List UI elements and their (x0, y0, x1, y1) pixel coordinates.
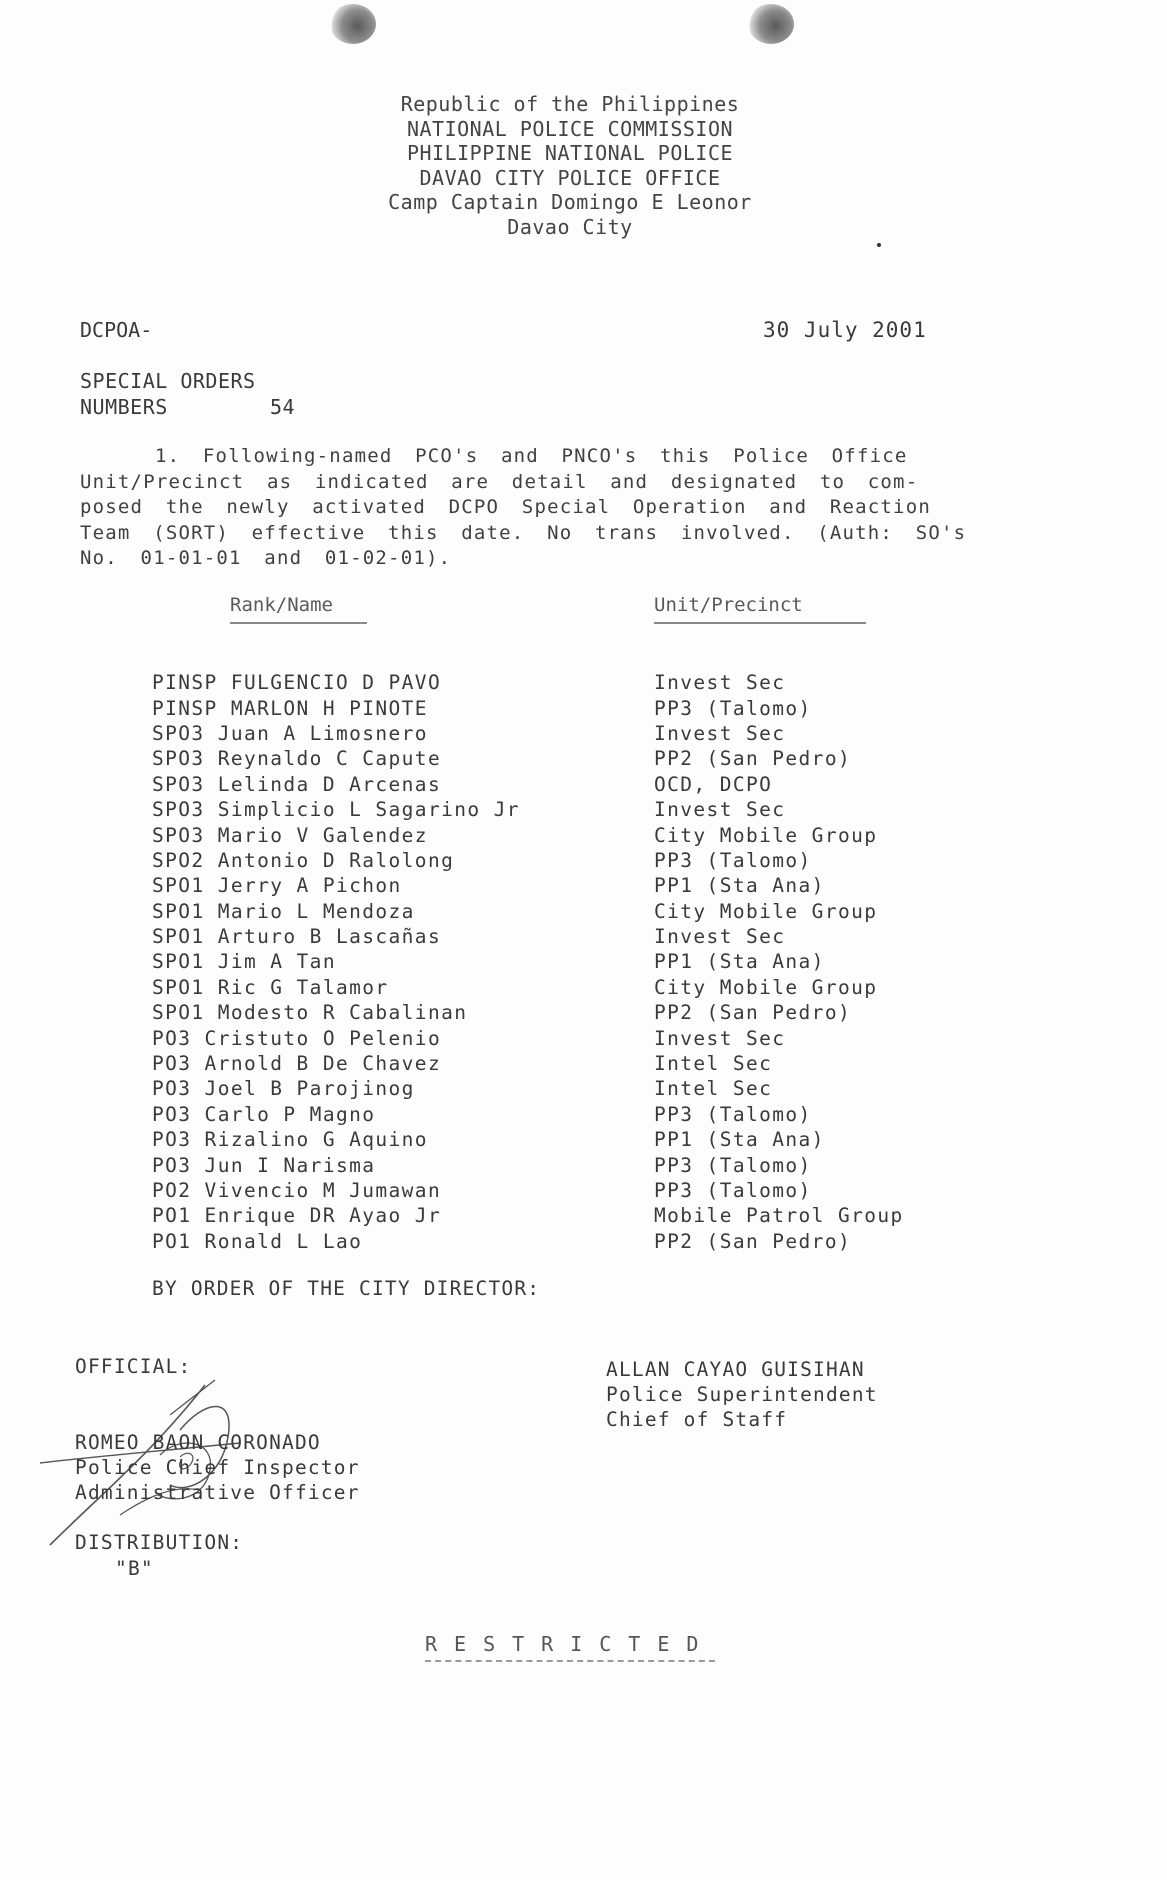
roster-name: PO1 Enrique DR Ayao Jr (152, 1204, 442, 1228)
paragraph-line: 1. Following-named PCO's and PNCO's this Police Office (155, 445, 908, 467)
roster-row (152, 1102, 982, 1127)
punch-hole-left (330, 4, 376, 44)
punch-hole-right (748, 4, 794, 44)
roster-unit: City Mobile Group (654, 899, 878, 923)
left-signatory-rank: Police Chief Inspector (75, 1456, 360, 1479)
roster-unit: PP1 (Sta Ana) (654, 874, 825, 898)
roster-row (152, 797, 982, 822)
roster-name: SPO1 Mario L Mendoza (152, 899, 415, 923)
stray-mark (877, 243, 881, 247)
letterhead-commission: NATIONAL POLICE COMMISSION (406, 116, 734, 141)
classification-marking: RESTRICTED (425, 1632, 715, 1662)
paragraph-line: Team (SORT) effective this date. No trans involved. (Auth: SO's (80, 521, 967, 544)
roster-unit: Invest Sec (654, 798, 786, 822)
roster-row (152, 1000, 982, 1025)
roster-name: SPO3 Reynaldo C Capute (152, 747, 442, 771)
roster-row (152, 1051, 982, 1076)
roster-unit: City Mobile Group (654, 823, 878, 847)
roster-name: PO3 Rizalino G Aquino (152, 1128, 428, 1152)
roster-unit: Invest Sec (654, 1026, 786, 1050)
roster-unit: Invest Sec (654, 671, 786, 695)
roster-name: SPO3 Simplicio L Sagarino Jr (152, 798, 520, 822)
roster-name: SPO1 Jim A Tan (152, 950, 336, 974)
roster-name: SPO1 Arturo B Lascañas (152, 925, 442, 949)
roster-row (152, 924, 982, 949)
left-signatory-title: Administrative Officer (75, 1481, 360, 1504)
roster-name: SPO2 Antonio D Ralolong (152, 848, 455, 872)
order-date: 30 July 2001 (763, 318, 927, 342)
column-header-rank-name: Rank/Name (230, 594, 367, 624)
roster-unit: PP3 (Talomo) (654, 1179, 812, 1202)
roster-row (152, 746, 982, 771)
roster-row (152, 772, 982, 797)
roster-unit: PP2 (San Pedro) (654, 1229, 852, 1253)
roster-name: SPO1 Ric G Talamor (152, 975, 389, 999)
roster-row (152, 1127, 982, 1152)
right-signatory-rank: Police Superintendent (606, 1383, 878, 1406)
roster-unit: PP2 (San Pedro) (654, 747, 852, 771)
distribution-code: "B" (115, 1557, 154, 1580)
personnel-roster (152, 670, 982, 1254)
roster-unit: PP3 (Talomo) (654, 696, 812, 720)
roster-row (152, 1076, 982, 1101)
column-header-unit-precinct: Unit/Precinct (654, 594, 866, 624)
roster-row (152, 1178, 982, 1203)
distribution-block (75, 1530, 243, 1582)
roster-unit: Invest Sec (654, 721, 786, 745)
paragraph-line: posed the newly activated DCPO Special Operation and Reaction (80, 496, 931, 518)
roster-unit: PP1 (Sta Ana) (654, 1128, 825, 1152)
numbers-label: NUMBERS (80, 395, 168, 419)
roster-row (152, 873, 982, 898)
roster-unit: PP3 (Talomo) (654, 1153, 812, 1177)
roster-name: SPO1 Modesto R Cabalinan (152, 1001, 468, 1025)
roster-unit: PP2 (San Pedro) (654, 1001, 852, 1025)
letterhead-pnp: PHILIPPINE NATIONAL POLICE (406, 141, 734, 165)
paragraph-line: No. 01-01-01 and 01-02-01). (80, 547, 452, 569)
special-orders-number-line (80, 394, 295, 420)
letterhead-republic: Republic of the Philippines (400, 92, 740, 116)
roster-row (152, 822, 982, 847)
roster-row (152, 721, 982, 746)
paragraph-line: Unit/Precinct as indicated are detail and designated to com- (80, 470, 919, 493)
left-signatory-name: ROMEO BAON CORONADO (75, 1431, 321, 1454)
roster-name: PO3 Arnold B De Chavez (152, 1052, 442, 1076)
right-signatory-name: ALLAN CAYAO GUISIHAN (606, 1358, 865, 1381)
right-signatory-title: Chief of Staff (606, 1408, 788, 1431)
roster-name: PINSP MARLON H PINOTE (152, 696, 428, 720)
roster-unit: PP3 (Talomo) (654, 848, 812, 872)
letterhead-camp: Camp Captain Domingo E Leonor (388, 190, 752, 214)
roster-name: SPO3 Juan A Limosnero (152, 721, 428, 745)
roster-unit: Mobile Patrol Group (654, 1204, 904, 1228)
special-orders-title: SPECIAL ORDERS (80, 369, 256, 393)
by-order-line: BY ORDER OF THE CITY DIRECTOR: (152, 1277, 541, 1300)
roster-row (152, 670, 982, 695)
distribution-label: DISTRIBUTION: (75, 1531, 244, 1554)
roster-name: SPO1 Jerry A Pichon (152, 874, 402, 898)
roster-unit: PP3 (Talomo) (654, 1102, 812, 1126)
letterhead (300, 92, 840, 239)
roster-name: PO1 Ronald L Lao (152, 1229, 363, 1253)
roster-row (152, 949, 982, 974)
roster-name: PINSP FULGENCIO D PAVO (152, 671, 442, 695)
letterhead-city: Davao City (507, 214, 633, 239)
roster-row (152, 848, 982, 873)
roster-row (152, 975, 982, 1000)
special-orders-heading (80, 368, 295, 420)
roster-name: PO3 Cristuto O Pelenio (152, 1026, 442, 1050)
roster-name: PO2 Vivencio M Jumawan (152, 1179, 442, 1202)
roster-unit: City Mobile Group (654, 975, 878, 999)
roster-row (152, 1229, 982, 1254)
official-label: OFFICIAL: (75, 1355, 192, 1378)
roster-name: SPO3 Mario V Galendez (152, 823, 428, 847)
roster-name: SPO3 Lelinda D Arcenas (152, 772, 442, 796)
roster-unit: Intel Sec (654, 1052, 773, 1076)
roster-row (152, 899, 982, 924)
roster-unit: Intel Sec (654, 1077, 773, 1101)
roster-name: PO3 Joel B Parojinog (152, 1077, 415, 1101)
roster-name: PO3 Carlo P Magno (152, 1102, 376, 1126)
roster-row (152, 695, 982, 720)
right-signatory (606, 1357, 878, 1432)
roster-unit: PP1 (Sta Ana) (654, 950, 825, 974)
order-number: 54 (270, 395, 296, 419)
roster-name: PO3 Jun I Narisma (152, 1153, 376, 1177)
roster-unit: Invest Sec (654, 925, 786, 949)
roster-unit: OCD, DCPO (654, 772, 773, 796)
left-signatory (75, 1430, 360, 1505)
reference-code: DCPOA- (80, 318, 153, 342)
order-paragraph (80, 444, 1065, 572)
roster-row (152, 1152, 982, 1177)
roster-row (152, 1203, 982, 1228)
roster-row (152, 1025, 982, 1050)
letterhead-office: DAVAO CITY POLICE OFFICE (419, 165, 721, 190)
